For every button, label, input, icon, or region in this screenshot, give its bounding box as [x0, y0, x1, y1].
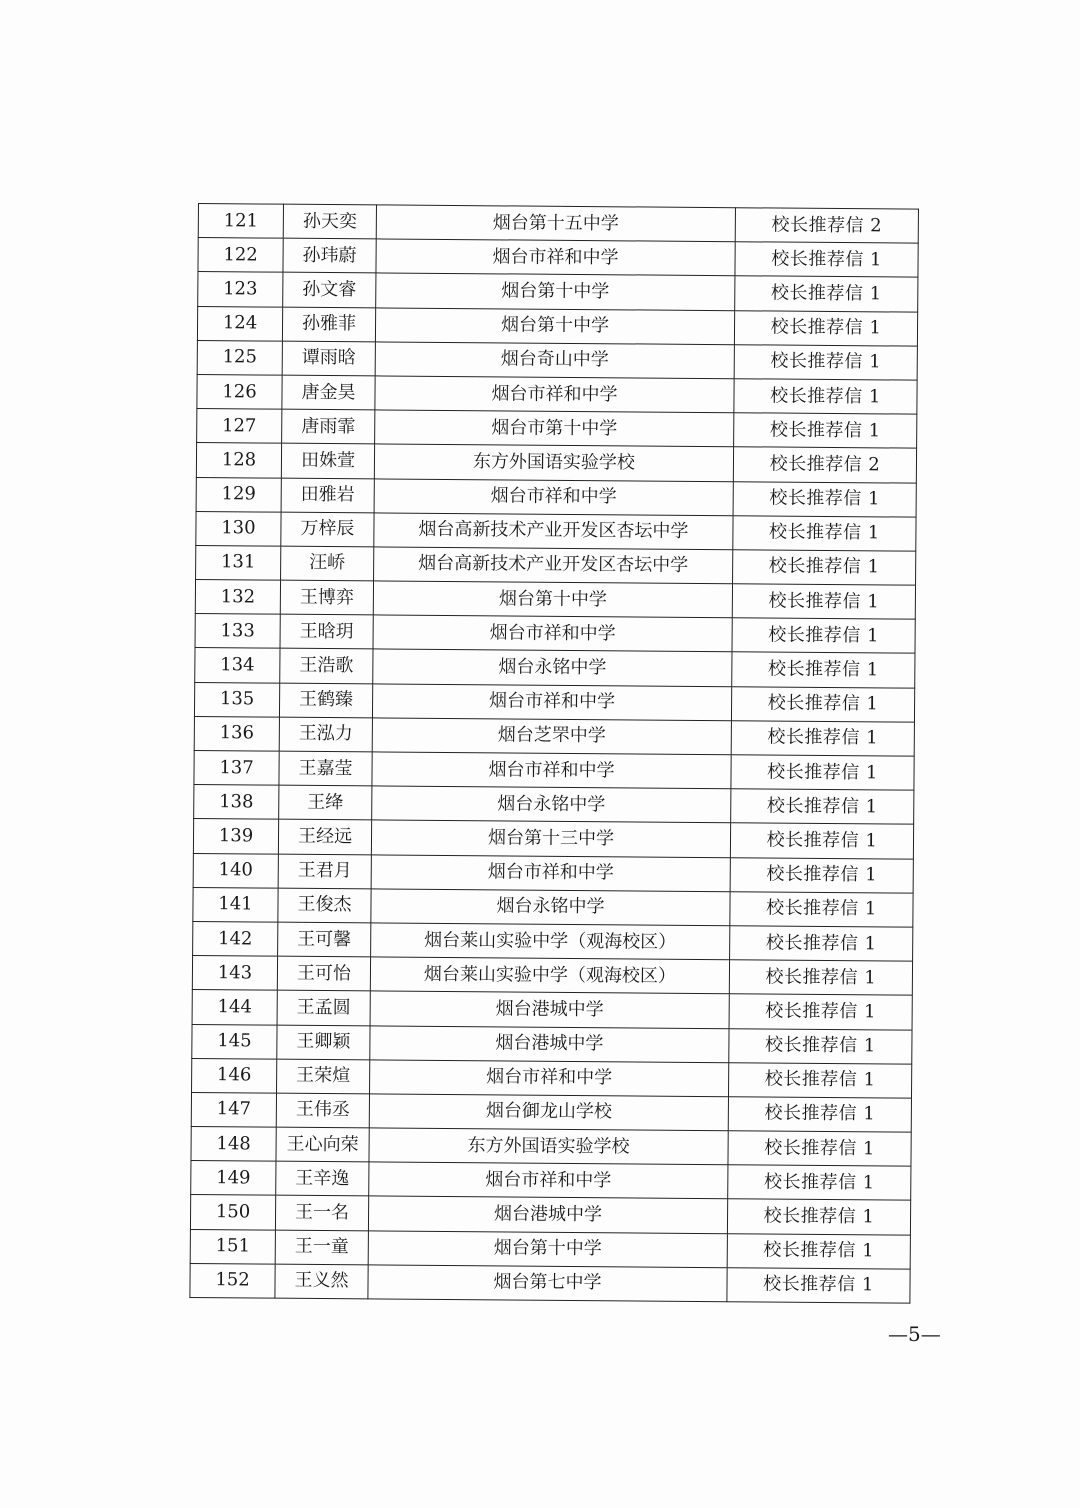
student-name: 王孟圆: [277, 990, 370, 1025]
row-number: 140: [193, 853, 278, 888]
recommendation-note: 校长推荐信 1: [732, 618, 915, 654]
student-name: 孙雅菲: [282, 307, 375, 342]
recommendation-note: 校长推荐信 1: [733, 550, 916, 586]
row-number: 149: [191, 1161, 276, 1196]
table-row: [192, 1024, 912, 1064]
school-name: 烟台市祥和中学: [371, 854, 730, 891]
recommendation-note: 校长推荐信 1: [731, 755, 914, 791]
school-name: 烟台第十五中学: [376, 205, 735, 242]
school-name: 烟台市祥和中学: [373, 615, 732, 652]
student-name: 王义然: [275, 1264, 368, 1299]
recommendation-note: 校长推荐信 1: [730, 857, 913, 893]
recommendation-note: 校长推荐信 1: [729, 994, 912, 1030]
table-row: [194, 716, 914, 756]
table-row: [196, 477, 916, 517]
table-row: [192, 1058, 912, 1098]
recommendation-note: 校长推荐信 1: [734, 310, 917, 346]
table-row: [195, 648, 915, 688]
recommendation-table: [189, 203, 919, 1304]
recommendation-note: 校长推荐信 1: [727, 1199, 910, 1235]
table-row: [190, 1229, 910, 1269]
row-number: 142: [193, 921, 278, 956]
student-name: 王一名: [275, 1196, 368, 1231]
school-name: 烟台莱山实验中学（观海校区）: [371, 923, 730, 960]
school-name: 烟台市祥和中学: [374, 478, 733, 515]
school-name: 烟台港城中学: [368, 1196, 727, 1233]
row-number: 136: [194, 716, 279, 751]
recommendation-note: 校长推荐信 1: [730, 926, 913, 962]
student-name: 王博弈: [280, 580, 373, 615]
row-number: 126: [197, 374, 282, 409]
table-row: [197, 340, 917, 380]
recommendation-note: 校长推荐信 1: [730, 823, 913, 859]
school-name: 烟台市第十中学: [375, 410, 734, 447]
school-name: 东方外国语实验学校: [374, 444, 733, 481]
page-number: —5—: [888, 1322, 941, 1346]
table-row: [198, 204, 918, 244]
school-name: 烟台永铭中学: [373, 649, 732, 686]
table-row: [198, 272, 918, 312]
recommendation-note: 校长推荐信 1: [732, 584, 915, 620]
student-name: 王浩歌: [280, 649, 373, 684]
school-name: 烟台芝罘中学: [372, 718, 731, 755]
student-name: 王辛逸: [276, 1161, 369, 1196]
school-name: 烟台莱山实验中学（观海校区）: [370, 957, 729, 994]
table-row: [193, 853, 913, 893]
row-number: 138: [194, 785, 279, 820]
row-number: 148: [191, 1127, 276, 1162]
student-name: 王俊杰: [278, 888, 371, 923]
row-number: 144: [192, 990, 277, 1025]
student-name: 唐雨霏: [282, 409, 375, 444]
school-name: 烟台高新技术产业开发区杏坛中学: [374, 547, 733, 584]
row-number: 139: [193, 819, 278, 854]
row-number: 132: [195, 580, 280, 615]
student-name: 孙天奕: [283, 204, 376, 239]
table-row: [193, 819, 913, 859]
school-name: 烟台永铭中学: [372, 786, 731, 823]
row-number: 125: [197, 340, 282, 375]
recommendation-note: 校长推荐信 1: [728, 1165, 911, 1201]
row-number: 135: [194, 682, 279, 717]
table-row: [196, 545, 916, 585]
student-name: 孙文睿: [283, 273, 376, 308]
row-number: 127: [197, 409, 282, 444]
school-name: 烟台高新技术产业开发区杏坛中学: [374, 513, 733, 550]
recommendation-note: 校长推荐信 1: [729, 1028, 912, 1064]
recommendation-note: 校长推荐信 1: [732, 652, 915, 688]
table-row: [194, 785, 914, 825]
recommendation-note: 校长推荐信 1: [731, 789, 914, 825]
student-name: 王可馨: [278, 922, 371, 957]
student-name: 谭雨晗: [282, 341, 375, 376]
table-row: [195, 614, 915, 654]
student-name: 王泓力: [279, 717, 372, 752]
table-row: [196, 511, 916, 551]
row-number: 134: [195, 648, 280, 683]
recommendation-note: 校长推荐信 2: [735, 208, 918, 244]
student-name: 王经远: [278, 820, 371, 855]
school-name: 东方外国语实验学校: [369, 1128, 728, 1165]
student-name: 王鹤臻: [279, 683, 372, 718]
school-name: 烟台市祥和中学: [372, 684, 731, 721]
table-row: [191, 1092, 911, 1132]
row-number: 122: [198, 238, 283, 273]
student-name: 田姝萱: [281, 443, 374, 478]
student-name: 王绛: [279, 785, 372, 820]
school-name: 烟台第十中学: [376, 273, 735, 310]
student-name: 万梓辰: [281, 512, 374, 547]
student-name: 田雅岩: [281, 478, 374, 513]
student-name: 王嘉莹: [279, 751, 372, 786]
recommendation-note: 校长推荐信 1: [734, 413, 917, 449]
recommendation-note: 校长推荐信 1: [728, 1097, 911, 1133]
student-name: 汪峤: [281, 546, 374, 581]
school-name: 烟台港城中学: [370, 1025, 729, 1062]
table-row: [193, 887, 913, 927]
student-name: 唐金昊: [282, 375, 375, 410]
table-row: [191, 1127, 911, 1167]
recommendation-note: 校长推荐信 1: [733, 515, 916, 551]
row-number: 121: [198, 204, 283, 239]
recommendation-note: 校长推荐信 1: [727, 1268, 910, 1304]
table-row: [196, 443, 916, 483]
school-name: 烟台第十中学: [375, 307, 734, 344]
recommendation-note: 校长推荐信 1: [735, 276, 918, 312]
school-name: 烟台市祥和中学: [375, 376, 734, 413]
row-number: 151: [190, 1229, 275, 1264]
table-row: [192, 956, 912, 996]
recommendation-note: 校长推荐信 1: [731, 721, 914, 757]
row-number: 129: [196, 477, 281, 512]
table-row: [194, 682, 914, 722]
table-row: [190, 1195, 910, 1235]
table-row: [197, 409, 917, 449]
row-number: 147: [191, 1092, 276, 1127]
table-row: [193, 921, 913, 961]
row-number: 146: [192, 1058, 277, 1093]
table-body: [190, 204, 919, 1304]
student-name: 王伟丞: [276, 1093, 369, 1128]
school-name: 烟台第十中学: [368, 1230, 727, 1267]
student-name: 王荣煊: [277, 1059, 370, 1094]
school-name: 烟台奇山中学: [375, 342, 734, 379]
row-number: 143: [192, 956, 277, 991]
table-row: [197, 306, 917, 346]
school-name: 烟台永铭中学: [371, 889, 730, 926]
row-number: 128: [196, 443, 281, 478]
table-row: [192, 990, 912, 1030]
school-name: 烟台市祥和中学: [369, 1162, 728, 1199]
recommendation-note: 校长推荐信 1: [730, 891, 913, 927]
row-number: 130: [196, 511, 281, 546]
school-name: 烟台御龙山学校: [369, 1094, 728, 1131]
recommendation-note: 校长推荐信 1: [731, 686, 914, 722]
row-number: 137: [194, 750, 279, 785]
recommendation-note: 校长推荐信 2: [733, 447, 916, 483]
school-name: 烟台市祥和中学: [376, 239, 735, 276]
row-number: 141: [193, 887, 278, 922]
school-name: 烟台第七中学: [368, 1265, 727, 1302]
table-row: [194, 750, 914, 790]
table-row: [197, 374, 917, 414]
row-number: 131: [196, 545, 281, 580]
recommendation-note: 校长推荐信 1: [735, 242, 918, 278]
recommendation-note: 校长推荐信 1: [727, 1233, 910, 1269]
table-row: [198, 238, 918, 278]
table-row: [190, 1263, 910, 1303]
row-number: 152: [190, 1263, 275, 1298]
recommendation-note: 校长推荐信 1: [734, 379, 917, 415]
student-name: 王可怡: [277, 956, 370, 991]
table-row: [191, 1161, 911, 1201]
student-name: 王卿颖: [277, 1025, 370, 1060]
recommendation-note: 校长推荐信 1: [729, 960, 912, 996]
student-name: 王晗玥: [280, 614, 373, 649]
row-number: 150: [190, 1195, 275, 1230]
row-number: 145: [192, 1024, 277, 1059]
student-name: 孙玮蔚: [283, 238, 376, 273]
student-name: 王一童: [275, 1230, 368, 1265]
recommendation-note: 校长推荐信 1: [728, 1131, 911, 1167]
row-number: 123: [198, 272, 283, 307]
recommendation-note: 校长推荐信 1: [734, 344, 917, 380]
student-name: 王君月: [278, 854, 371, 889]
school-name: 烟台市祥和中学: [372, 752, 731, 789]
school-name: 烟台市祥和中学: [370, 1060, 729, 1097]
school-name: 烟台港城中学: [370, 991, 729, 1028]
recommendation-note: 校长推荐信 1: [728, 1062, 911, 1098]
recommendation-note: 校长推荐信 1: [733, 481, 916, 517]
school-name: 烟台第十三中学: [371, 820, 730, 857]
student-name: 王心向荣: [276, 1127, 369, 1162]
table-row: [195, 580, 915, 620]
row-number: 133: [195, 614, 280, 649]
school-name: 烟台第十中学: [373, 581, 732, 618]
row-number: 124: [197, 306, 282, 341]
